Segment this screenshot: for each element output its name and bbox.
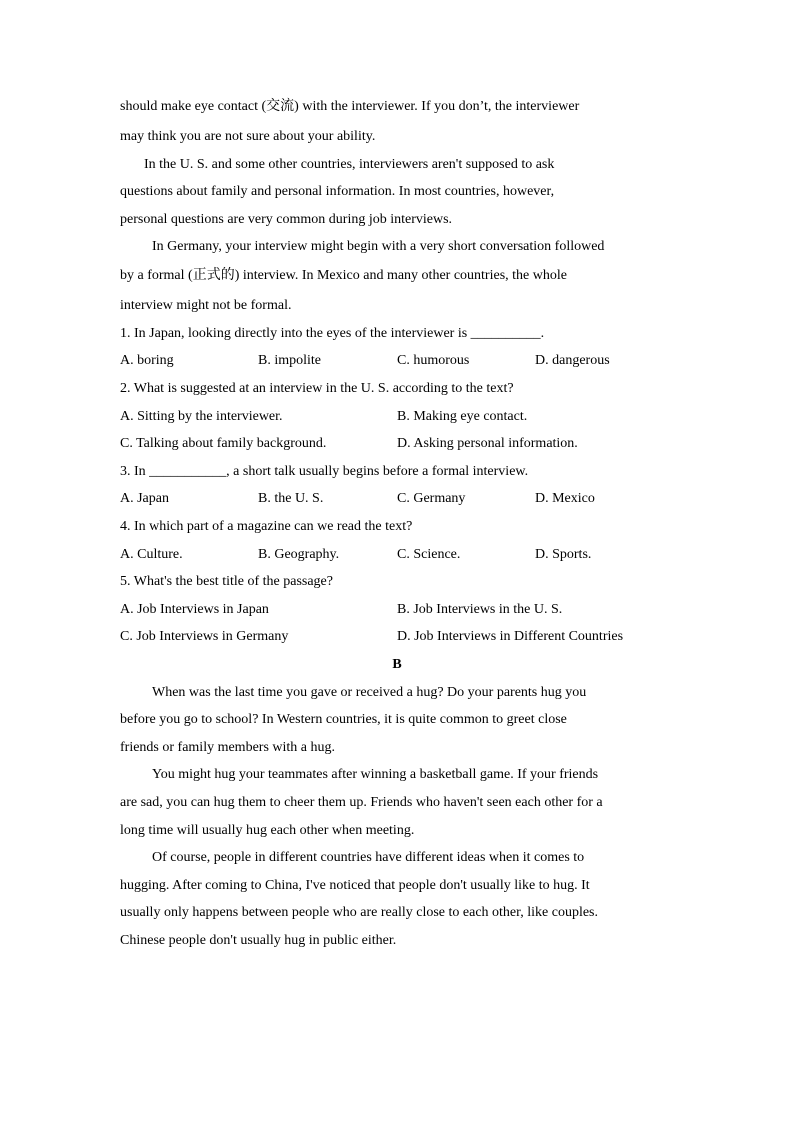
option-b: B. Geography. — [258, 547, 340, 562]
option-b: B. Job Interviews in the U. S. — [397, 602, 563, 617]
option-b: B. the U. S. — [258, 491, 324, 506]
option-d: D. Job Interviews in Different Countries — [397, 629, 624, 644]
option-d: D. Mexico — [535, 491, 595, 506]
question-stem: 3. In ___________, a short talk usually begins before a formal interview. — [120, 464, 529, 479]
passage-a-line: personal questions are very common during job interviews. — [120, 212, 453, 227]
passage-a-line: questions about family and personal information. In most countries, however, — [120, 184, 555, 199]
option-b: B. Making eye contact. — [397, 409, 528, 424]
option-a: A. Culture. — [120, 547, 183, 562]
option-c: C. Talking about family background. — [120, 436, 327, 451]
passage-a-line: should make eye contact (交流) with the interviewer. If you don’t, the interviewer — [120, 99, 580, 114]
option-d: D. Sports. — [535, 547, 592, 562]
option-d: D. dangerous — [535, 353, 610, 368]
option-c: C. Germany — [397, 491, 466, 506]
passage-b-line: long time will usually hug each other when meeting. — [120, 823, 415, 838]
option-a: A. Job Interviews in Japan — [120, 602, 269, 617]
passage-b-line: Chinese people don't usually hug in public either. — [120, 933, 397, 948]
section-heading: B — [392, 657, 402, 672]
question-stem: 2. What is suggested at an interview in the U. S. according to the text? — [120, 381, 514, 396]
question-stem: 4. In which part of a magazine can we read the text? — [120, 519, 413, 534]
option-d: D. Asking personal information. — [397, 436, 578, 451]
option-c: C. Science. — [397, 547, 461, 562]
passage-b-line: before you go to school? In Western countries, it is quite common to greet close — [120, 712, 567, 727]
passage-a-line: may think you are not sure about your ability. — [120, 129, 376, 144]
option-c: C. humorous — [397, 353, 470, 368]
option-b: B. impolite — [258, 353, 321, 368]
option-a: A. boring — [120, 353, 174, 368]
option-a: A. Sitting by the interviewer. — [120, 409, 283, 424]
passage-b-line: You might hug your teammates after winning a basketball game. If your friends — [152, 767, 599, 782]
passage-b-line: When was the last time you gave or received a hug? Do your parents hug you — [152, 685, 587, 700]
passage-b-line: hugging. After coming to China, I've noticed that people don't usually like to hug. It — [120, 878, 590, 893]
question-stem: 1. In Japan, looking directly into the eyes of the interviewer is __________. — [120, 326, 545, 341]
passage-b-line: are sad, you can hug them to cheer them up. Friends who haven't seen each other for a — [120, 795, 603, 810]
passage-a-line: by a formal (正式的) interview. In Mexico and many other countries, the whole — [120, 268, 567, 283]
question-stem: 5. What's the best title of the passage? — [120, 574, 333, 589]
passage-b-line: usually only happens between people who are really close to each other, like couples. — [120, 905, 598, 920]
passage-b-line: Of course, people in different countries have different ideas when it comes to — [152, 850, 585, 865]
option-a: A. Japan — [120, 491, 169, 506]
passage-a-line: In Germany, your interview might begin with a very short conversation followed — [152, 239, 605, 254]
passage-a-line: In the U. S. and some other countries, interviewers aren't supposed to ask — [144, 157, 555, 172]
passage-b-line: friends or family members with a hug. — [120, 740, 336, 755]
option-c: C. Job Interviews in Germany — [120, 629, 289, 644]
passage-a-line: interview might not be formal. — [120, 298, 292, 313]
